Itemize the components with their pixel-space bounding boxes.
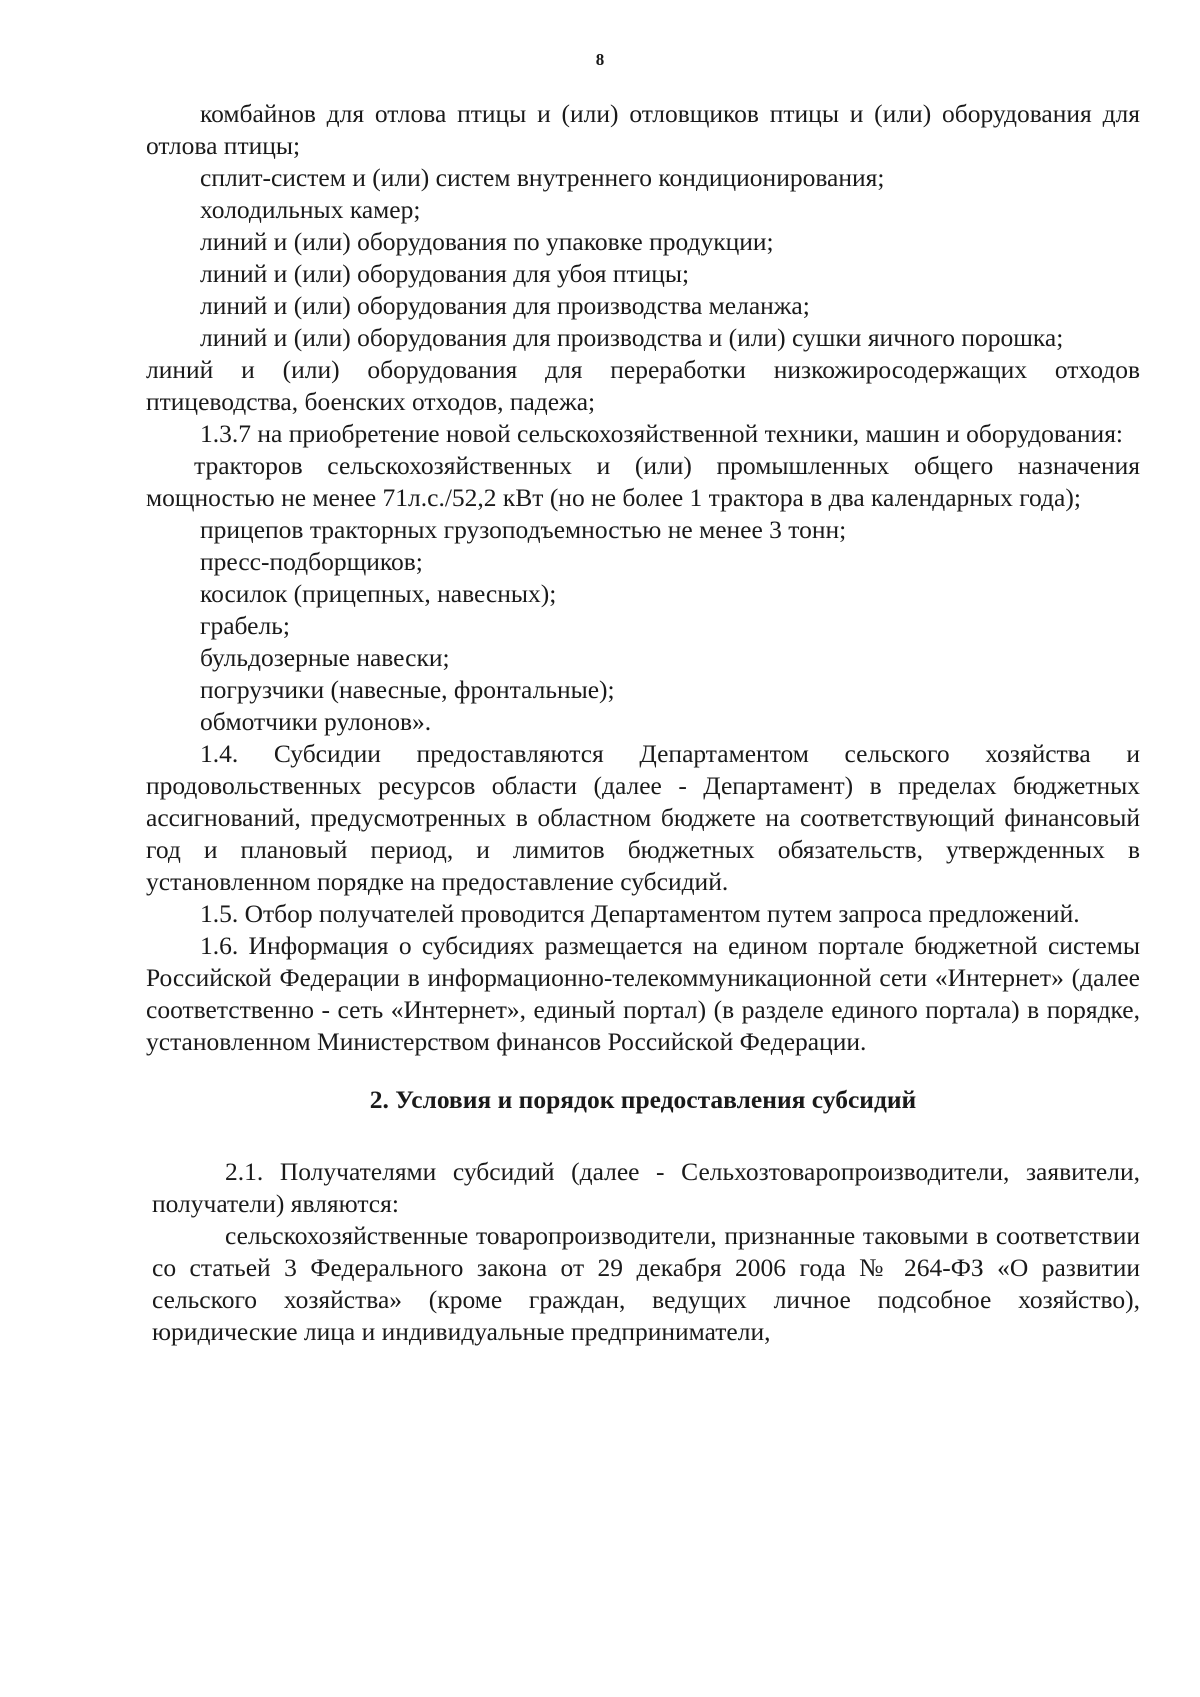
- list-item: прицепов тракторных грузоподъемностью не менее 3 тонн;: [200, 515, 847, 544]
- list-item: сплит-систем и (или) систем внутреннего кондиционирования;: [200, 163, 885, 192]
- list-item: линий и (или) оборудования для производства и (или) сушки яичного порошка;: [200, 323, 1064, 352]
- section-heading: 2. Условия и порядок предоставления субсидий: [369, 1085, 917, 1114]
- list-item: тракторов сельскохозяйственных и (или) промышленных общего назначения мощностью не менее 71л.с./52,2 кВт (но не более 1 трактора в два календарных года);: [146, 451, 1140, 512]
- document-body: [146, 98, 1140, 1348]
- list-item: косилок (прицепных, навесных);: [200, 579, 557, 608]
- clause-2-1: 2.1. Получателями субсидий (далее - Сельхозтоваропроизводители, заявители, получатели) являются:: [152, 1157, 1140, 1218]
- list-item: обмотчики рулонов».: [200, 707, 432, 736]
- list-item: погрузчики (навесные, фронтальные);: [200, 675, 615, 704]
- clause-1-6: 1.6. Информация о субсидиях размещается на едином портале бюджетной системы Российской Федерации в информационно-телекоммуникационной сети «Интернет» (далее соответственно - сеть «Интернет», единый портал) (в разделе единого портала) в порядке, установленном Министерством финансов Российской Федерации.: [146, 931, 1140, 1056]
- list-item: грабель;: [200, 611, 290, 640]
- clause-1-3-7: 1.3.7 на приобретение новой сельскохозяйственной техники, машин и оборудования:: [200, 419, 1124, 448]
- paragraph: сельскохозяйственные товаропроизводители, признанные таковыми в соответствии со статьей 3 Федерального закона от 29 декабря 2006 года № 264-ФЗ «О развитии сельского хозяйства» (кроме граждан, ведущих личное подсобное хозяйство), юридические лица и индивидуальные предприниматели,: [152, 1221, 1140, 1346]
- section-2-body: [146, 1156, 1140, 1348]
- page-number: 8: [595, 50, 605, 69]
- paragraph: комбайнов для отлова птицы и (или) отловщиков птицы и (или) оборудования для отлова птицы;: [146, 99, 1140, 160]
- clause-1-5: 1.5. Отбор получателей проводится Департаментом путем запроса предложений.: [200, 899, 1080, 928]
- list-item: пресс-подборщиков;: [200, 547, 423, 576]
- clause-1-4: 1.4. Субсидии предоставляются Департаментом сельского хозяйства и продовольственных ресурсов области (далее - Департамент) в пределах бюджетных ассигнований, предусмотренных в областном бюджете на соответствующий финансовый год и плановый период, и лимитов бюджетных обязательств, утвержденных в установленном порядке на предоставление субсидий.: [146, 739, 1140, 896]
- list-item: линий и (или) оборудования для убоя птицы;: [200, 259, 690, 288]
- list-item: холодильных камер;: [200, 195, 421, 224]
- list-item: бульдозерные навески;: [200, 643, 450, 672]
- list-item: линий и (или) оборудования для производства меланжа;: [200, 291, 810, 320]
- list-item: линий и (или) оборудования по упаковке продукции;: [200, 227, 774, 256]
- list-item: линий и (или) оборудования для переработки низкожиросодержащих отходов птицеводства, боенских отходов, падежа;: [146, 355, 1140, 416]
